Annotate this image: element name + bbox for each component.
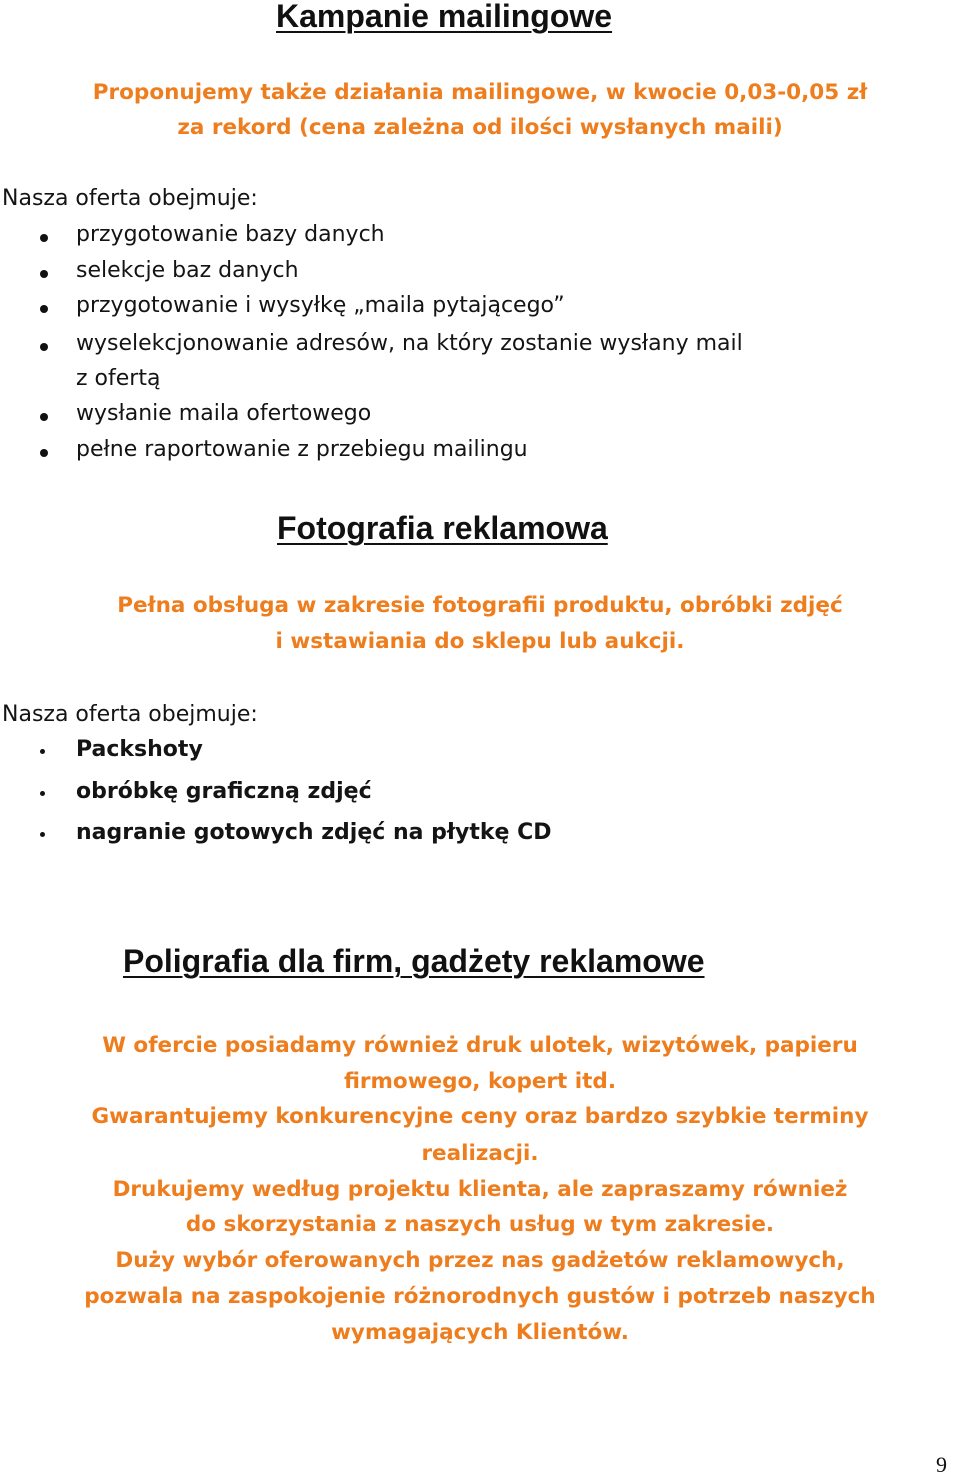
list-item: wysłanie maila ofertowego: [76, 401, 372, 426]
print-line: firmowego, kopert itd.: [343, 1069, 616, 1094]
photo-title: Fotografia reklamowa: [277, 510, 608, 546]
mailing-intro-line-2: za rekord (cena zależna od ilości wysłanych maili): [177, 115, 783, 140]
photo-offer-label: Nasza oferta obejmuje:: [2, 702, 258, 727]
mailing-intro-line-1: Proponujemy także działania mailingowe, w kwocie 0,03-0,05 zł: [92, 80, 868, 105]
print-line: Duży wybór oferowanych przez nas gadżetów reklamowych,: [115, 1248, 845, 1273]
list-item: obróbkę graficzną zdjęć: [76, 779, 372, 804]
mailing-offer-label: Nasza oferta obejmuje:: [2, 186, 258, 211]
bullet-icon: [40, 413, 48, 421]
photo-intro-line-2: i wstawiania do sklepu lub aukcji.: [275, 629, 685, 654]
page-number: 9: [936, 1452, 947, 1477]
print-line: realizacji.: [421, 1141, 539, 1166]
mailing-title: Kampanie mailingowe: [276, 0, 613, 34]
print-line: wymagających Klientów.: [331, 1320, 629, 1345]
print-title: Poligrafia dla firm, gadżety reklamowe: [123, 943, 705, 979]
list-item: pełne raportowanie z przebiegu mailingu: [76, 437, 528, 462]
bullet-icon: [40, 270, 48, 278]
print-line: W ofercie posiadamy również druk ulotek, wizytówek, papieru: [102, 1033, 858, 1058]
list-item: przygotowanie bazy danych: [76, 222, 385, 247]
print-line: Drukujemy według projektu klienta, ale zapraszamy również: [112, 1177, 848, 1202]
print-line: do skorzystania z naszych usług w tym zakresie.: [185, 1212, 775, 1237]
bullet-icon: [40, 791, 45, 796]
list-item: selekcje baz danych: [76, 258, 299, 283]
photo-intro-line-1: Pełna obsługa w zakresie fotografii produktu, obróbki zdjęć: [117, 593, 843, 618]
bullet-icon: [40, 449, 48, 457]
print-line: pozwala na zaspokojenie różnorodnych gustów i potrzeb naszych: [84, 1284, 876, 1309]
bullet-icon: [40, 305, 48, 313]
list-item: nagranie gotowych zdjęć na płytkę CD: [76, 820, 552, 845]
bullet-icon: [40, 832, 45, 837]
list-item: przygotowanie i wysyłkę „maila pytającego”: [76, 293, 565, 318]
print-line: Gwarantujemy konkurencyjne ceny oraz bardzo szybkie terminy: [91, 1104, 869, 1129]
list-item-continuation: z ofertą: [76, 366, 161, 391]
bullet-icon: [40, 343, 48, 351]
list-item: Packshoty: [76, 737, 203, 762]
bullet-icon: [40, 749, 45, 754]
bullet-icon: [40, 234, 48, 242]
list-item: wyselekcjonowanie adresów, na który zostanie wysłany mail: [76, 331, 743, 356]
